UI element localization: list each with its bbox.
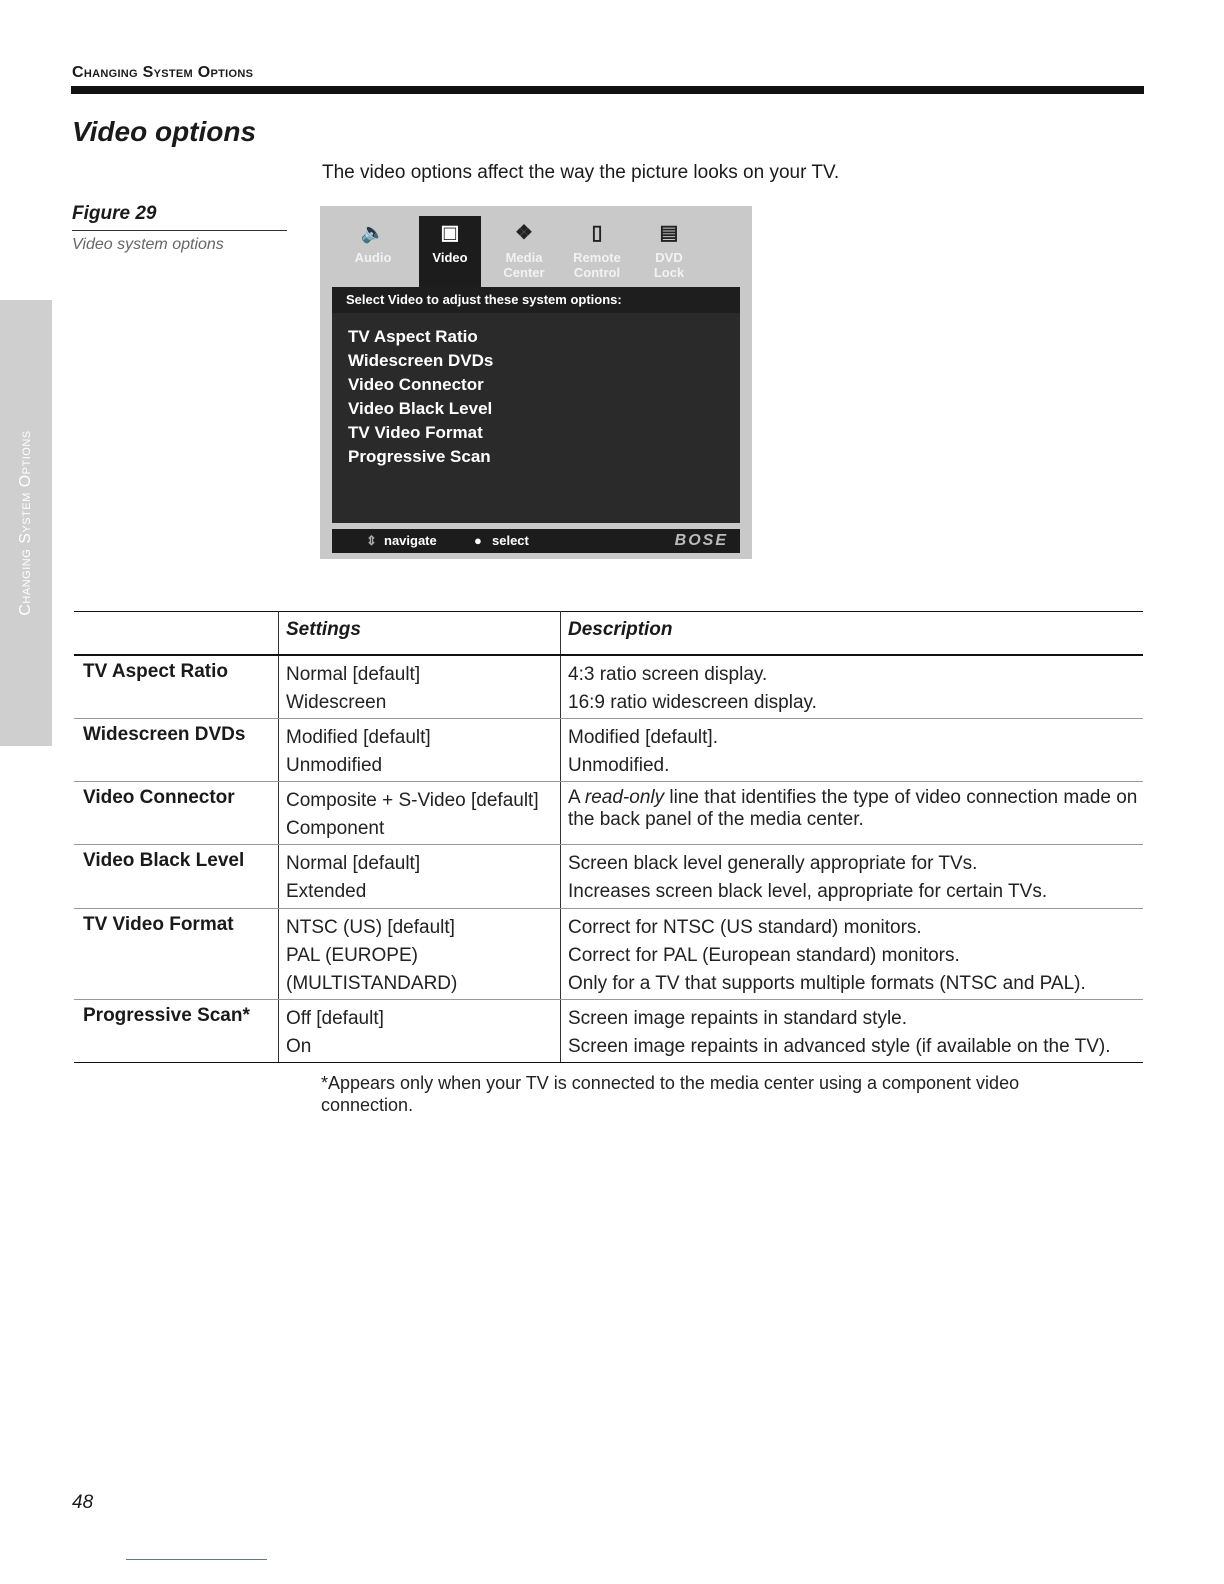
tab-dvd-label-2: Lock [653,265,685,280]
video-options-table [74,611,1143,1063]
description-prefix: A [568,787,585,808]
tab-dvd-label-1: DVD [655,250,683,265]
tab-audio-label: Audio [354,250,392,265]
table-row [74,656,1143,719]
figure-caption: Video system options [72,236,224,253]
description-line: Screen black level generally appropriate for TVs. [568,853,978,874]
figure-rule [72,230,287,231]
tab-media-label-1: Media [505,250,543,265]
header-rule [71,86,1144,94]
menu-item-progressive-scan[interactable]: Progressive Scan [348,447,491,466]
panel-header: Select Video to adjust these system options: [332,287,740,313]
tab-video-label: Video [432,250,468,265]
setting-option: Widescreen [286,692,387,713]
lock-icon: ▤ [659,222,679,244]
row-name: TV Aspect Ratio [83,661,228,682]
menu-item-tv-video-format[interactable]: TV Video Format [348,423,483,442]
table-row [74,719,1143,782]
settings-cell [286,724,431,780]
select-icon: ● [474,533,482,548]
bose-logo: BOSE [674,532,728,549]
section-header: Changing System Options [72,64,254,81]
read-only-term: read-only [584,787,665,808]
description-line: Modified [default]. [568,727,718,748]
settings-cell [286,1005,384,1061]
settings-cell [286,914,457,998]
side-section-tab [0,300,52,746]
setting-option: Off [default] [286,1008,384,1029]
row-name: Video Connector [83,787,235,808]
description-cell [568,914,1138,998]
setting-option: Extended [286,881,367,902]
table-row [74,1000,1143,1063]
bottom-link-line [126,1559,267,1560]
setting-option: On [286,1036,312,1057]
tab-remote-label-1: Remote [573,250,621,265]
row-name: Progressive Scan* [83,1005,250,1026]
tab-remote-label-2: Control [573,265,621,280]
setting-option: Normal [default] [286,664,421,685]
setting-option: Component [286,818,385,839]
setting-option: Composite + S-Video [default] [286,790,539,811]
tab-dvd-lock[interactable] [640,216,698,287]
setting-option: Normal [default] [286,853,421,874]
navigate-icon: ⇕ [366,533,377,548]
table-row [74,845,1143,909]
description-line: Only for a TV that supports multiple formats (NTSC and PAL). [568,973,1086,994]
description-line: Correct for PAL (European standard) monitors. [568,945,960,966]
description-cell [568,1005,1138,1061]
video-options-panel [332,287,740,523]
intro-text: The video options affect the way the picture looks on your TV. [322,162,840,183]
figure-number: Figure 29 [72,203,157,224]
settings-cell [286,787,539,843]
tab-media-label-2: Center [503,265,545,280]
media-icon: ❖ [515,222,533,244]
description-line: Screen image repaints in standard style. [568,1008,908,1029]
description-header: Description [568,619,673,640]
description-suffix: line that identifies the type of video connection made on the back panel of the media center. [568,787,1138,830]
tab-remote-control[interactable] [564,216,630,287]
menu-item-tv-aspect-ratio[interactable]: TV Aspect Ratio [348,327,478,346]
description-line: Increases screen black level, appropriate for certain TVs. [568,881,1048,902]
description-cell [568,787,1138,831]
side-tab-label: Changing System Options [17,430,34,616]
description-line: Screen image repaints in advanced style (if available on the TV). [568,1036,1111,1057]
setting-option: PAL (EUROPE) [286,945,418,966]
menu-item-widescreen-dvds[interactable]: Widescreen DVDs [348,351,494,370]
settings-header: Settings [286,619,361,640]
system-options-screen [320,206,752,559]
table-row [74,909,1143,1000]
settings-cell [286,661,420,717]
speaker-icon: 🔈 [360,222,386,244]
page-title: Video options [72,116,257,147]
description-cell [568,850,1138,906]
table-row [74,782,1143,845]
row-name: Video Black Level [83,850,245,871]
tv-icon: ▣ [440,222,460,244]
description-line: 16:9 ratio widescreen display. [568,692,817,713]
setting-option: NTSC (US) [default] [286,917,455,938]
tab-video[interactable] [419,216,481,287]
screen-footer [332,529,740,553]
table-top-rule [74,611,1143,612]
table-bottom-rule [74,1062,1143,1063]
row-name: TV Video Format [83,914,234,935]
setting-option: Modified [default] [286,727,431,748]
page-number: 48 [72,1492,94,1513]
navigate-label: navigate [384,533,437,548]
menu-item-video-connector[interactable]: Video Connector [348,375,484,394]
description-line: 4:3 ratio screen display. [568,664,768,685]
description-cell [568,724,1138,780]
select-label: select [492,533,529,548]
tab-audio[interactable] [342,216,404,287]
setting-option: (MULTISTANDARD) [286,973,458,994]
description-line: Unmodified. [568,755,670,776]
row-name: Widescreen DVDs [83,724,246,745]
tab-media-center[interactable] [492,216,556,287]
menu-item-video-black-level[interactable]: Video Black Level [348,399,493,418]
footnote: *Appears only when your TV is connected to the media center using a component video connection. [321,1073,1020,1115]
remote-icon: ▯ [591,222,603,244]
description-cell [568,661,1138,717]
setting-option: Unmodified [286,755,383,776]
settings-cell [286,850,420,906]
description-line: Correct for NTSC (US standard) monitors. [568,917,922,938]
